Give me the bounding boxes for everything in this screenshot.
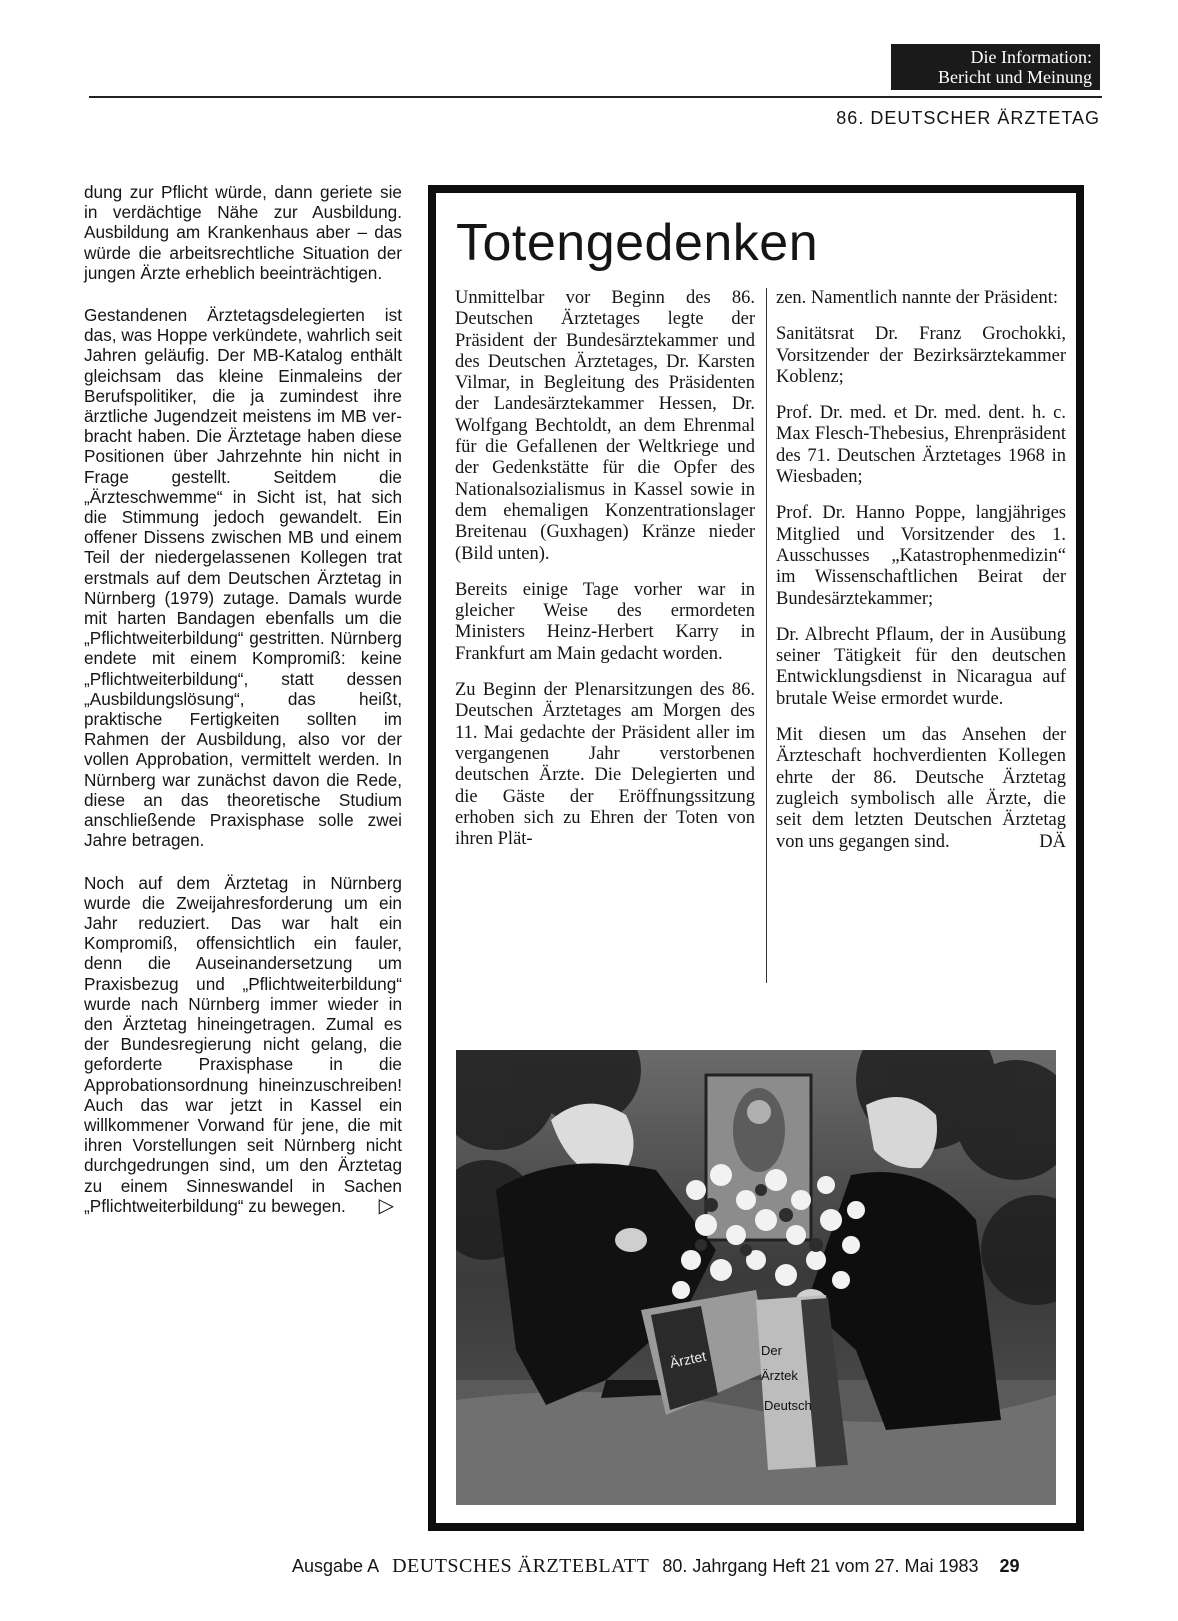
box-col1-paragraph-3: Zu Beginn der Plenarsitzungen des 86. Deutschen Ärztetages am Morgen des 11. Mai gedachte der Präsident aller im vergangenen Jahr verstorbenen deutschen Ärzte. Die Delegierten und die Gäste der Eröffnungssitzung erhoben sich zu Ehren der Toten von ihren Plät- (455, 680, 755, 850)
section-badge (891, 44, 1100, 90)
left-article-column (84, 182, 402, 1238)
box-column-1 (455, 288, 755, 865)
ribbon-right-text-1: Der (761, 1343, 782, 1358)
ribbon-left-text: Ärztet (668, 1347, 708, 1371)
page-footer (292, 1555, 1028, 1577)
box-col2-paragraph-5: Dr. Albrecht Pflaum, der in Ausübung seiner Tätigkeit für den deutschen Entwicklungsdienst in Nicaragua auf brutale Weise ermordet wurde. (776, 624, 1066, 709)
footer-issue: 80. Jahrgang Heft 21 vom 27. Mai 1983 (662, 1556, 979, 1576)
box-col2-paragraph-3: Prof. Dr. med. et Dr. med. dent. h. c. Max Flesch-Thebesius, Ehrenpräsident des 71. Deutschen Ärztetages 1968 in Wiesbaden; (776, 403, 1066, 488)
left-paragraph-2: Gestandenen Ärztetagsdelegierten ist das, was Hoppe verkündete, wahrlich seit Jahren geläufig. Der MB-Katalog enthält gleichsam das kleine Einmaleins der Berufspolitiker, die ja zumindest ihre ärztliche Jugendzeit meistens im MB verbracht haben. Die Ärztetage haben diese Positionen über Jahrzehnte hin nicht in Frage gestellt. Seitdem die „Ärzteschwemme“ in Sicht ist, hat sich die Stimmung jedoch gewandelt. Ein offener Dissens zwischen MB und einem Teil der niedergelassenen Kollegen trat erstmals auf dem Deutschen Ärztetag in Nürnberg (1979) zutage. Damals wurde mit harten Bandagen ebenfalls um die „Pflichtweiterbildung“ gestritten. Nürnberg endete mit einem Kompromiß: keine „Pflichtweiterbildung“, statt dessen „Ausbildungslösung“, das heißt, praktische Fertigkeiten sollten im Rahmen der Ausbildung, also vor der vollen Approbation, vermittelt werden. In Nürnberg war zunächst davon die Rede, diese an das theoretische Studium anschließende Praxisphase solle zwei Jahre betragen. (84, 305, 402, 851)
left-paragraph-1: dung zur Pflicht würde, dann geriete sie in verdächtige Nähe zur Ausbildung. Ausbildung am Krankenhaus aber – das würde die arbeitsrechtliche Situation der jungen Ärzte erheblich beeinträchtigen. (84, 182, 402, 283)
footer-edition: Ausgabe A (292, 1556, 380, 1576)
box-col2-paragraph-6 (776, 725, 1066, 853)
ribbon-right-text-2: Ärztek (761, 1368, 798, 1383)
badge-line-2: Bericht und Meinung (938, 67, 1092, 87)
author-signature: DÄ (1039, 831, 1066, 852)
memorial-box (428, 185, 1084, 1531)
box-col2-paragraph-2: Sanitätsrat Dr. Franz Grochokki, Vorsitzender der Bezirksärztekammer Koblenz; (776, 324, 1066, 387)
continue-arrow-icon: ▷ (378, 1194, 394, 1217)
box-col2-paragraph-6-text: Mit diesen um das Ansehen der Ärzteschaft hochverdienten Kollegen ehrte der 86. Deutsche Ärztetag zugleich symbolisch alle Ärzte, die seit dem letzten Deutschen Ärztetag von uns gegangen sind. (776, 725, 1066, 852)
header-rule (89, 96, 1102, 98)
box-headline: Totengedenken (456, 214, 819, 272)
badge-line-1: Die Information: (970, 47, 1092, 67)
footer-page-number: 29 (999, 1556, 1020, 1576)
column-divider (766, 288, 767, 983)
section-title: 86. DEUTSCHER ÄRZTETAG (836, 108, 1100, 128)
box-col2-paragraph-4: Prof. Dr. Hanno Poppe, langjähriges Mitglied und Vorsitzender des 1. Ausschusses „Katastrophenmedizin“ im Wissenschaftlichen Beirat der Bundesärztekammer; (776, 503, 1066, 609)
box-col2-paragraph-1: zen. Namentlich nannte der Präsident: (776, 288, 1059, 308)
box-col1-paragraph-2: Bereits einige Tage vorher war in gleicher Weise des ermordeten Ministers Heinz-Herbert Karry in Frankfurt am Main gedacht worden. (455, 579, 755, 664)
box-col1-paragraph-1: Unmittelbar vor Beginn des 86. Deutschen Ärztetages legte der Präsident der Bundesärztekammer und des Deutschen Ärztetages, Dr. Karsten Vilmar, in Begleitung des Präsidenten der Landesärztekammer Hessen, Dr. Wolfgang Bechtoldt, an dem Ehrenmal für die Gefallenen der Weltkriege und der Gedenkstätte für die Opfer des Nationalsozialismus in Kassel sowie in dem ehemaligen Konzentrationslager Breitenau (Guxhagen) Kränze nieder (Bild unten). (455, 288, 755, 564)
left-paragraph-3 (84, 873, 402, 1216)
wreath-laying-photo (456, 1050, 1056, 1505)
footer-journal: DEUTSCHES ÄRZTEBLATT (392, 1555, 650, 1577)
left-paragraph-3-text: Noch auf dem Ärztetag in Nürnberg wurde die Zweijahresforderung um ein Jahr reduziert. Das war halt ein Kompromiß, offensichtlich ein fauler, denn die Auseinandersetzung um Praxisbezug und „Pflichtweiterbildung“ wurde nach Nürnberg immer wieder in den Ärztetag hineingetragen. Zumal es der Bundesregierung nicht gelang, die geforderte Praxisphase in die Approbationsordnung hineinzuschreiben! Auch das war jetzt in Kassel ein willkommener Vorwand für jene, die mit ihren Vorstellungen seit Nürnberg nicht durchgedrungen sind, um den Ärztetag zu einem Sinneswandel in Sachen „Pflichtweiterbildung“ zu bewegen. (84, 872, 402, 1216)
ribbon-right-text-3: Deutsch (764, 1398, 812, 1413)
box-column-2 (776, 288, 1066, 868)
photo-illustration (456, 1050, 1056, 1505)
